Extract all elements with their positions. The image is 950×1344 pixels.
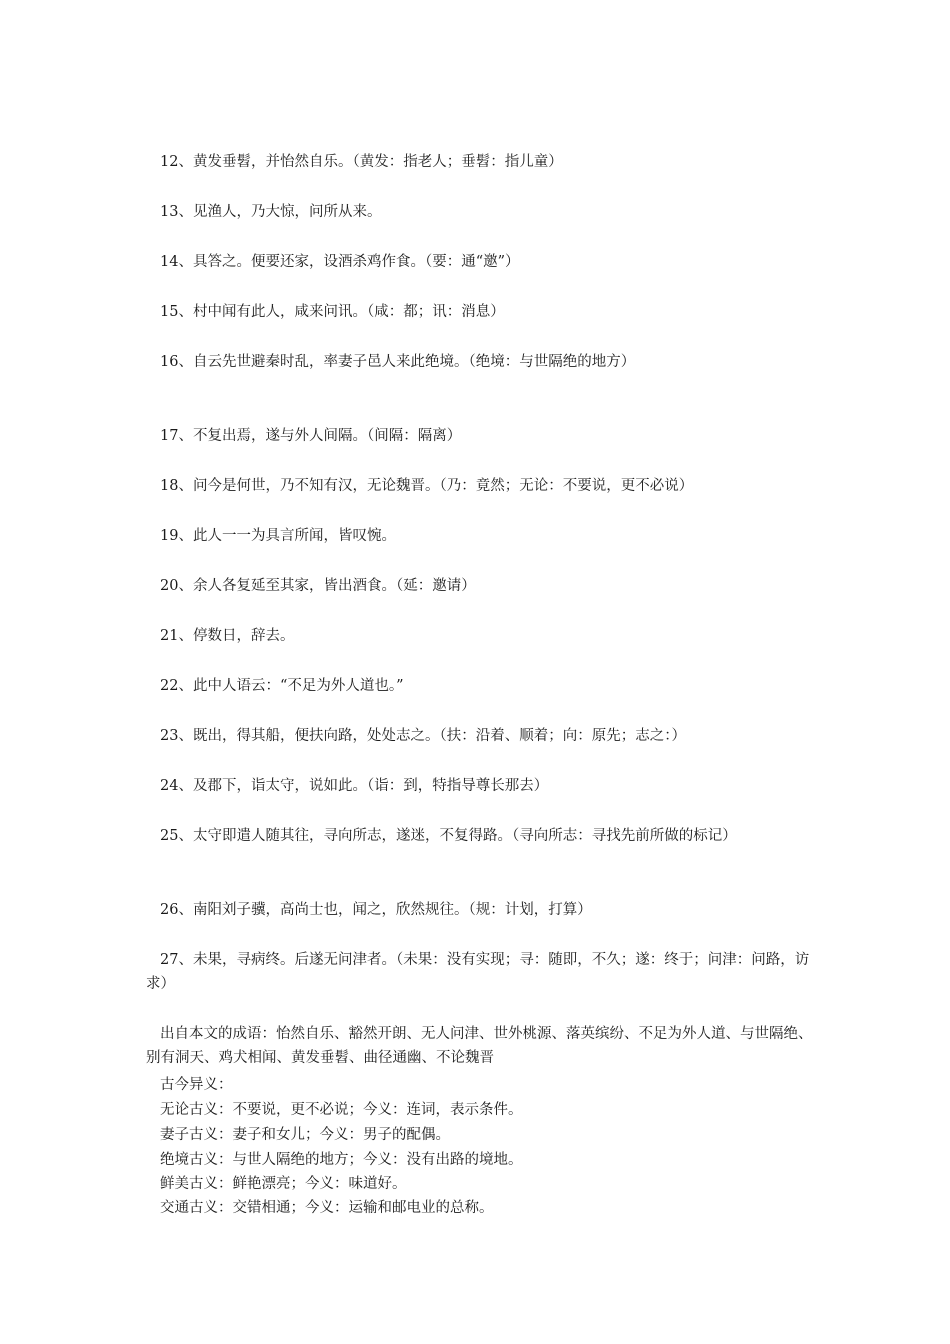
gujin-item: 绝境古义：与世人隔绝的地方；今义：没有出路的境地。: [160, 1152, 523, 1168]
sentence-18: 18、问今是何世，乃不知有汉，无论魏晋。（乃：竟然；无论：不要说，更不必说）: [160, 478, 694, 494]
sentence-16: 16、自云先世避秦时乱，率妻子邑人来此绝境。（绝境：与世隔绝的地方）: [160, 354, 636, 370]
sentence-17: 17、不复出焉，遂与外人间隔。（间隔：隔离）: [160, 428, 462, 444]
sentence-14: 14、具答之。便要还家，设酒杀鸡作食。（要：通“邀”）: [160, 254, 520, 270]
sentence-21: 21、停数日，辞去。: [160, 628, 295, 644]
gujin-item: 交通古义：交错相通；今义：运输和邮电业的总称。: [160, 1200, 494, 1216]
sentence-13: 13、见渔人，乃大惊，问所从来。: [160, 204, 382, 220]
sentence-26: 26、南阳刘子骥，高尚士也，闻之，欣然规往。（规：计划，打算）: [160, 902, 592, 918]
gujin-heading: 古今异义：: [160, 1077, 233, 1093]
sentence-23: 23、既出，得其船，便扶向路，处处志之。（扶：沿着、顺着；向：原先；志之：）: [160, 728, 686, 744]
sentence-22: 22、此中人语云：“不足为外人道也。”: [160, 678, 404, 694]
sentence-24: 24、及郡下，诣太守，说如此。（诣：到，特指导尊长那去）: [160, 778, 549, 794]
gujin-item: 鲜美古义：鲜艳漂亮；今义：味道好。: [160, 1176, 407, 1192]
sentence-12: 12、黄发垂髫，并怡然自乐。（黄发：指老人；垂髫：指儿童）: [160, 154, 563, 170]
sentence-19: 19、此人一一为具言所闻，皆叹惋。: [160, 528, 396, 544]
sentence-15: 15、村中闻有此人，咸来问讯。（咸：都；讯：消息）: [160, 304, 505, 320]
idioms-paragraph: 出自本文的成语：怡然自乐、豁然开朗、无人问津、世外桃源、落英缤纷、不足为外人道、与世隔绝、别有洞天、鸡犬相闻、黄发垂髫、曲径通幽、不论魏晋: [146, 1026, 813, 1066]
sentence-27: 27、未果，寻病终。后遂无问津者。（未果：没有实现；寻：随即，不久；遂：终于；问津：问路，访求）: [146, 952, 810, 992]
sentence-20: 20、余人各复延至其家，皆出酒食。（延：邀请）: [160, 578, 476, 594]
sentence-25: 25、太守即遣人随其往，寻向所志，遂迷，不复得路。（寻向所志：寻找先前所做的标记）: [160, 828, 737, 844]
gujin-item: 妻子古义：妻子和女儿；今义：男子的配偶。: [160, 1127, 450, 1143]
gujin-item: 无论古义：不要说，更不必说；今义：连词，表示条件。: [160, 1102, 523, 1118]
